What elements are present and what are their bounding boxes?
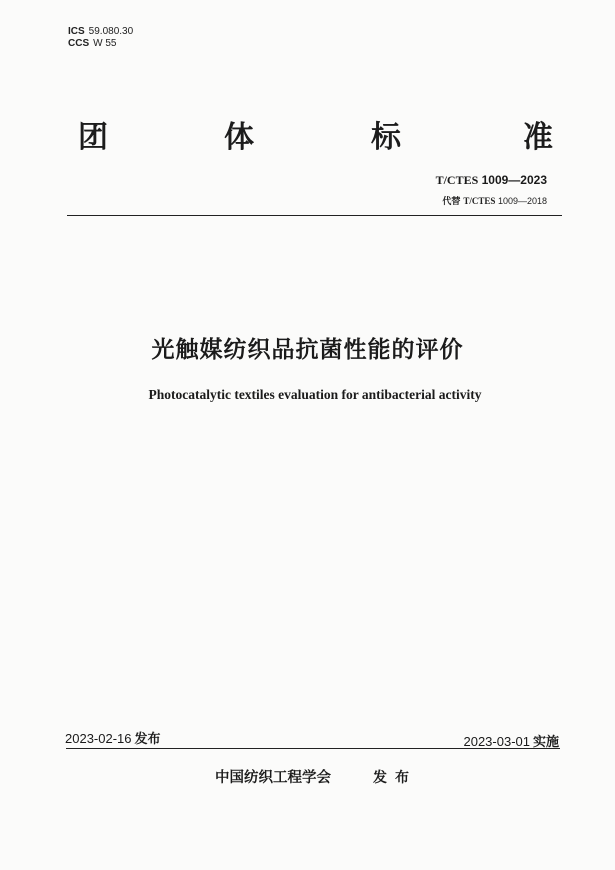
implementation-date-value: 2023-03-01	[463, 734, 530, 749]
ccs-line	[68, 38, 133, 50]
implementation-date-suffix: 实施	[532, 735, 559, 750]
ccs-code: W 55	[93, 38, 117, 49]
standard-type-char-2: 体	[224, 120, 254, 155]
title-chinese: 光触媒纺织品抗菌性能的评价	[151, 337, 464, 363]
publisher-name: 中国纺织工程学会	[215, 770, 331, 786]
footer-rule	[66, 748, 560, 749]
replaces-number: 1009—2018	[497, 196, 547, 206]
ics-line	[68, 26, 133, 38]
replaces-label: 代替	[442, 197, 461, 207]
publisher-action: 发布	[373, 770, 417, 786]
issue-date-suffix: 发布	[134, 732, 161, 747]
issue-date-value: 2023-02-16	[65, 731, 132, 746]
header-rule	[67, 215, 562, 216]
standard-type-char-3: 标	[371, 120, 401, 155]
replaces-standard	[442, 194, 547, 207]
ics-code: 59.080.30	[88, 26, 134, 37]
issue-date	[65, 728, 161, 747]
standard-type-heading	[68, 118, 562, 158]
replaces-prefix: T/CTES	[463, 196, 496, 206]
classification-codes	[68, 26, 133, 50]
standard-number-value: 1009—2023	[481, 173, 547, 187]
standard-number	[436, 173, 547, 188]
standard-type-char-4: 准	[523, 120, 553, 155]
ccs-label: CCS	[68, 38, 90, 49]
standard-number-prefix: T/CTES	[435, 173, 479, 187]
standard-type-char-1: 团	[78, 120, 108, 155]
title-english: Photocatalytic textiles evaluation for antibacterial activity	[148, 387, 482, 402]
ics-label: ICS	[68, 26, 85, 37]
